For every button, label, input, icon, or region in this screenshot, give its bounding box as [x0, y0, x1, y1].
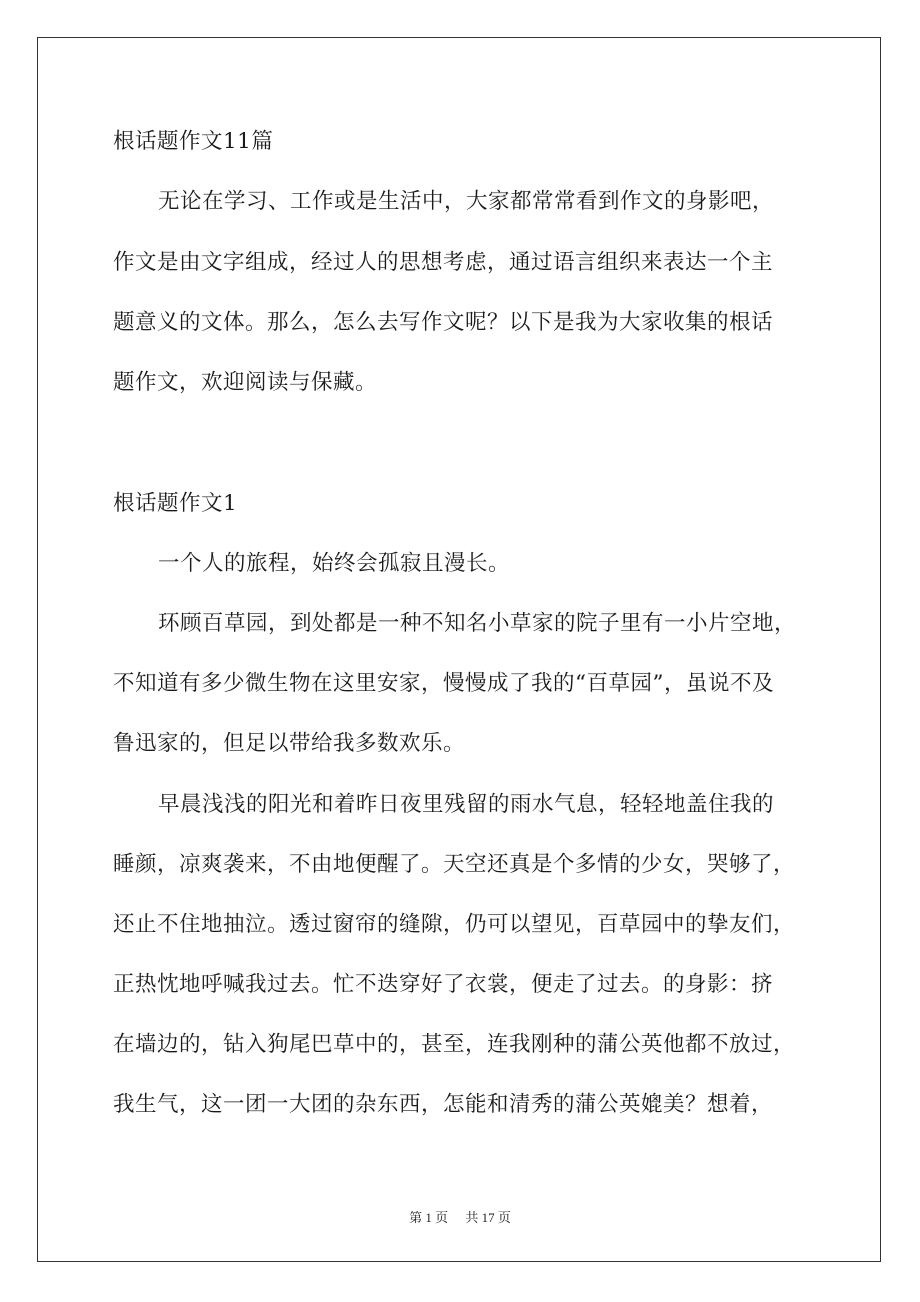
- page-footer: [0, 1207, 920, 1226]
- intro-line-2: 作文是由文字组成，经过人的思想考虑，通过语言组织来表达一个主: [113, 250, 774, 275]
- paragraph-3-line-4: 正热忱地呼喊我过去。忙不迭穿好了衣裳，便走了过去。的身影：挤: [113, 972, 774, 997]
- intro-line-3: 题意义的文体。那么，怎么去写作文呢？以下是我为大家收集的根话: [113, 310, 774, 335]
- current-page-label: 第 1 页: [409, 1210, 449, 1225]
- intro-line-1: 无论在学习、工作或是生活中，大家都常常看到作文的身影吧，: [158, 189, 775, 214]
- paragraph-3-line-6: 我生气，这一团一大团的杂东西，怎能和清秀的蒲公英媲美？想着，: [113, 1092, 774, 1117]
- document-title: 根话题作文11篇: [113, 129, 274, 154]
- paragraph-3-line-5: 在墙边的，钻入狗尾巴草中的，甚至，连我刚种的蒲公英他都不放过，: [113, 1032, 796, 1057]
- paragraph-1: 一个人的旅程，始终会孤寂且漫长。: [158, 551, 511, 576]
- paragraph-2-line-2: 不知道有多少微生物在这里安家，慢慢成了我的“百草园”，虽说不及: [113, 671, 774, 696]
- paragraph-2-line-3: 鲁迅家的，但足以带给我多数欢乐。: [113, 731, 466, 756]
- paragraph-2-line-1: 环顾百草园，到处都是一种不知名小草家的院子里有一小片空地，: [158, 611, 797, 636]
- page-border: [37, 37, 881, 1262]
- paragraph-3-line-3: 还止不住地抽泣。透过窗帘的缝隙，仍可以望见，百草园中的挚友们，: [113, 912, 796, 937]
- paragraph-3-line-1: 早晨浅浅的阳光和着昨日夜里残留的雨水气息，轻轻地盖住我的: [158, 792, 775, 817]
- total-pages-label: 共 17 页: [465, 1210, 511, 1225]
- intro-line-4: 题作文，欢迎阅读与保藏。: [113, 370, 378, 395]
- section-title: 根话题作文1: [113, 491, 238, 516]
- paragraph-3-line-2: 睡颜，凉爽袭来，不由地便醒了。天空还真是个多情的少女，哭够了，: [113, 852, 796, 877]
